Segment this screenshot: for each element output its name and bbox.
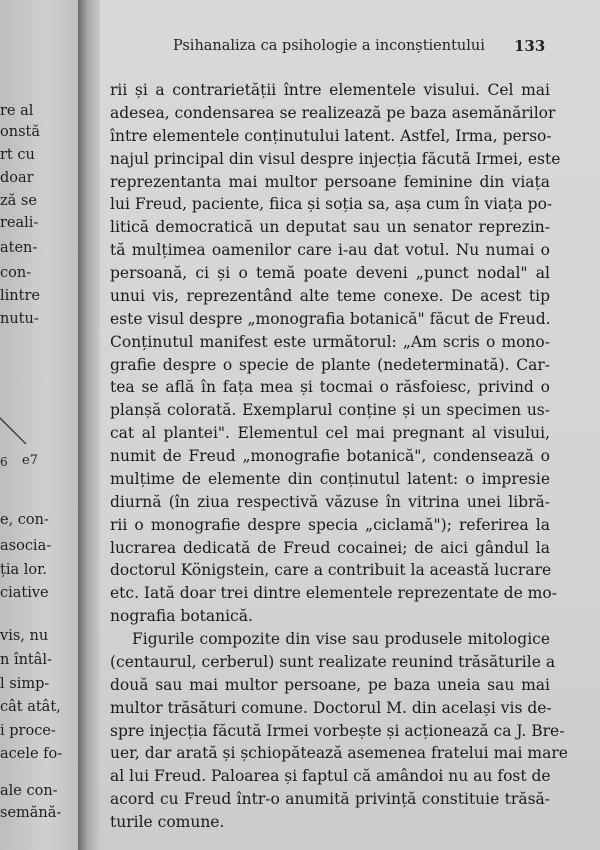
body-text-line: numit de Freud „monografie botanică", condensează o [110, 447, 550, 465]
left-page-line: ale con- [0, 783, 58, 799]
left-page-line: re al [0, 103, 34, 119]
left-page-line: acele fo- [0, 746, 63, 762]
left-page-line: ciative [0, 585, 49, 601]
body-text-line: spre injecția făcută Irmei vorbește și acționează ca J. Bre- [110, 721, 565, 740]
body-text-line: (centaurul, cerberul) sunt realizate reunind trăsăturile a [110, 652, 556, 671]
body-text-line: cat al plantei". Elementul cel mai pregnant al visului, [110, 424, 550, 443]
body-text-line: najul principal din visul despre injecția făcută Irmei, este [110, 149, 561, 168]
left-page-line: n întâl- [0, 652, 52, 668]
left-page-line: vis, nu [0, 628, 49, 644]
left-page-line: nutu- [0, 311, 39, 327]
left-page-line: con- [0, 265, 32, 281]
body-text-line: rii și a contrarietății între elementele visului. Cel mai [110, 81, 550, 99]
left-page-line: semănă- [0, 805, 62, 821]
body-text-line: rii o monografie despre specia „ciclamă"); referirea la [110, 515, 550, 534]
left-page-line: i proce- [0, 723, 56, 739]
body-text-line: între elementele conținutului latent. Astfel, Irma, perso- [110, 126, 552, 145]
body-text-line: unui vis, reprezentând alte teme conexe. De acest tip [110, 286, 550, 305]
body-text-line: multor trăsături comune. Doctorul M. din același vis de- [110, 698, 552, 717]
paragraph-first-line: Figurile compozite din vise sau produsele mitologice [132, 630, 550, 648]
left-page-line: ză se [0, 193, 37, 209]
body-text-line: planșă colorată. Exemplarul conține și un specimen us- [110, 401, 550, 420]
body-text-line: etc. Iată doar trei dintre elementele reprezentate de mo- [110, 584, 557, 603]
body-text-line: lui Freud, paciente, fiica și soția sa, așa cum în viața po- [110, 195, 553, 214]
body-text-line: lucrarea dedicată de Freud cocainei; de aici gândul la [110, 538, 550, 557]
body-text-line: două sau mai multor persoane, pe baza uneia sau mai [110, 675, 550, 694]
body-text-line: uer, dar arată și șchiopătează asemenea fratelui mai mare [110, 744, 568, 763]
left-page-line: cât atât, [0, 699, 61, 715]
body-text-line: doctorul Königstein, care a contribuit la această lucrare [110, 561, 552, 580]
diagram-fragment [0, 400, 78, 470]
left-page-line: ția lor. [0, 562, 48, 578]
left-page-line: l simp- [0, 676, 50, 692]
left-page-line: rt cu [0, 147, 35, 163]
left-page-line: e, con- [0, 512, 49, 528]
body-text-line: al lui Freud. Paloarea și faptul că amândoi nu au fost de [110, 767, 551, 786]
body-text-line: reprezentanta mai multor persoane feminine din viața [110, 172, 550, 191]
body-text-line: grafie despre o specie de plante (nedeterminată). Car- [110, 355, 550, 374]
body-text-line: nografia botanică. [110, 607, 253, 626]
figure-label: e7 [22, 453, 38, 468]
left-page-line: onstă [0, 124, 40, 140]
left-page [0, 0, 78, 850]
body-text-line: tă mulțimea oamenilor care i-au dat votul. Nu numai o [110, 241, 550, 260]
left-page-line: asocia- [0, 538, 52, 554]
body-text-line: diurnă (în ziua respectivă văzuse în vitrina unei libră- [110, 492, 550, 511]
running-header-title: Psihanaliza ca psihologie a inconștientului [173, 38, 485, 54]
left-page-line: lintre [0, 288, 40, 304]
body-text-line: este visul despre „monografia botanică" făcut de Freud. [110, 309, 551, 328]
book-gutter [78, 0, 102, 850]
body-text-line: adesea, condensarea se realizează pe baza asemănărilor [110, 103, 556, 122]
body-text-line: tea se află în fața mea și tocmai o răsfoiesc, privind o [110, 378, 550, 397]
left-page-line: reali- [0, 215, 39, 231]
body-text-line: litică democratică un deputat sau un senator reprezin- [110, 218, 550, 237]
body-text-line: mulțime de elemente din conținutul latent: o impresie [110, 469, 550, 488]
left-page-line: doar [0, 170, 34, 186]
figure-label: 6 [0, 455, 8, 469]
body-text-line: Conținutul manifest este următorul: „Am scris o mono- [110, 332, 550, 351]
left-page-line: aten- [0, 240, 38, 256]
body-text-line: acord cu Freud într-o anumită privință constituie trăsă- [110, 790, 550, 809]
body-text-line: persoană, ci și o temă poate deveni „punct nodal" al [110, 264, 550, 282]
page-number: 133 [514, 37, 546, 55]
body-text-line: turile comune. [110, 813, 225, 831]
